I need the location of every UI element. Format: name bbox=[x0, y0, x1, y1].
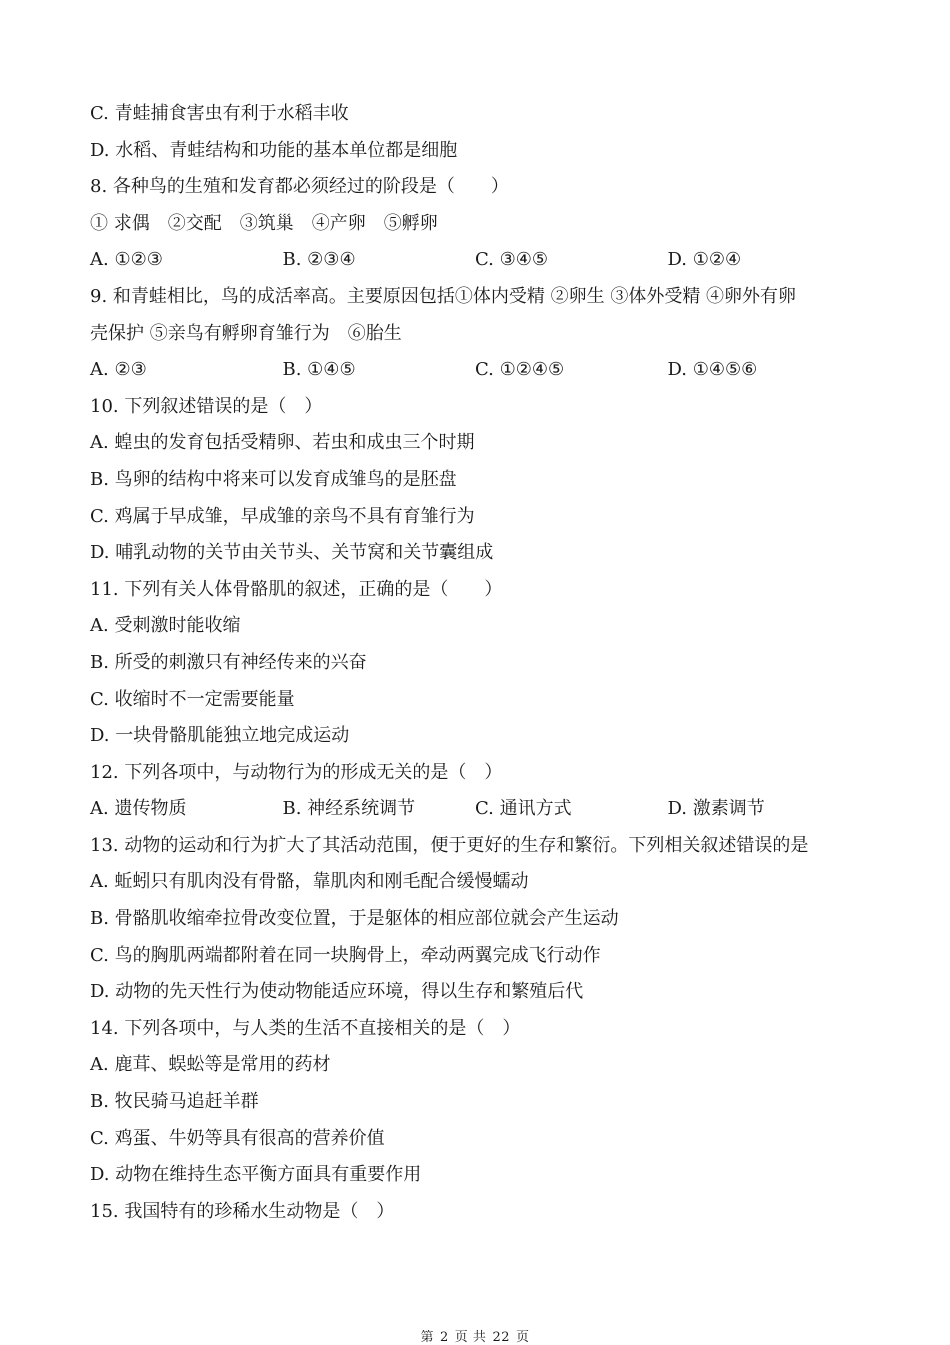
q8-options bbox=[90, 242, 860, 279]
q9-stem-continued: 壳保护 ⑤亲鸟有孵卵育雏行为 ⑥胎生 bbox=[90, 322, 402, 344]
q12-option-a: A. 遗传物质 bbox=[90, 798, 187, 820]
q9-options bbox=[90, 352, 860, 389]
q9-option-b: B. ①④⑤ bbox=[282, 359, 356, 381]
q11-option-d: D. 一块骨骼肌能独立地完成运动 bbox=[90, 725, 350, 747]
q11-option-b: B. 所受的刺激只有神经传来的兴奋 bbox=[90, 651, 367, 673]
q12-stem: 12. 下列各项中，与动物行为的形成无关的是（ ） bbox=[90, 761, 503, 783]
q8-items: ① 求偶 ②交配 ③筑巢 ④产卵 ⑤孵卵 bbox=[90, 212, 438, 234]
footer-suffix: 页 bbox=[515, 1330, 530, 1345]
q13-stem: 13. 动物的运动和行为扩大了其活动范围，便于更好的生存和繁衍。下列相关叙述错误的是 bbox=[90, 834, 809, 856]
q9-option-d: D. ①④⑤⑥ bbox=[667, 359, 758, 381]
footer-mid: 页 共 bbox=[454, 1330, 487, 1345]
q8-stem: 8. 各种鸟的生殖和发育都必须经过的阶段是（ ） bbox=[90, 176, 509, 198]
q14-option-c: C. 鸡蛋、牛奶等具有很高的营养价值 bbox=[90, 1127, 385, 1149]
footer-page-number: 2 bbox=[440, 1330, 449, 1345]
q13-option-d: D. 动物的先天性行为使动物能适应环境，得以生存和繁殖后代 bbox=[90, 981, 584, 1003]
q13-option-c: C. 鸟的胸肌两端都附着在同一块胸骨上，牵动两翼完成飞行动作 bbox=[90, 944, 601, 966]
exam-page-body bbox=[90, 96, 860, 1230]
q8-option-d: D. ①②④ bbox=[667, 249, 742, 271]
footer-total-pages: 22 bbox=[492, 1330, 510, 1345]
q14-option-d: D. 动物在维持生态平衡方面具有重要作用 bbox=[90, 1164, 422, 1186]
q9-stem: 9. 和青蛙相比，鸟的成活率高。主要原因包括①体内受精 ②卵生 ③体外受精 ④卵外有卵 bbox=[90, 285, 797, 307]
q13-option-a: A. 蚯蚓只有肌肉没有骨骼，靠肌肉和刚毛配合缓慢蠕动 bbox=[90, 871, 529, 893]
q8-option-b: B. ②③④ bbox=[282, 249, 356, 271]
q9-option-a: A. ②③ bbox=[90, 359, 147, 381]
q14-stem: 14. 下列各项中，与人类的生活不直接相关的是（ ） bbox=[90, 1017, 521, 1039]
q10-option-b: B. 鸟卵的结构中将来可以发育成雏鸟的是胚盘 bbox=[90, 468, 457, 490]
q15-stem: 15. 我国特有的珍稀水生动物是（ ） bbox=[90, 1200, 395, 1222]
q11-option-c: C. 收缩时不一定需要能量 bbox=[90, 688, 295, 710]
q10-option-d: D. 哺乳动物的关节由关节头、关节窝和关节囊组成 bbox=[90, 542, 494, 564]
q13-option-b: B. 骨骼肌收缩牵拉骨改变位置，于是躯体的相应部位就会产生运动 bbox=[90, 908, 619, 930]
q8-option-a: A. ①②③ bbox=[90, 249, 163, 271]
q12-option-c: C. 通讯方式 bbox=[475, 798, 572, 820]
q7-option-c: C. 青蛙捕食害虫有利于水稻丰收 bbox=[90, 103, 349, 124]
q7-option-d: D. 水稻、青蛙结构和功能的基本单位都是细胞 bbox=[90, 139, 458, 161]
q12-option-b: B. 神经系统调节 bbox=[282, 798, 416, 820]
q14-option-b: B. 牧民骑马追赶羊群 bbox=[90, 1091, 259, 1113]
q10-option-c: C. 鸡属于早成雏，早成雏的亲鸟不具有育雏行为 bbox=[90, 505, 475, 527]
q14-option-a: A. 鹿茸、蜈蚣等是常用的药材 bbox=[90, 1054, 331, 1076]
q12-options bbox=[90, 791, 860, 828]
q10-option-a: A. 蝗虫的发育包括受精卵、若虫和成虫三个时期 bbox=[90, 432, 475, 454]
footer-prefix: 第 bbox=[420, 1330, 435, 1345]
q11-stem: 11. 下列有关人体骨骼肌的叙述，正确的是（ ） bbox=[90, 578, 503, 600]
q10-stem: 10. 下列叙述错误的是（ ） bbox=[90, 395, 323, 417]
q12-option-d: D. 激素调节 bbox=[667, 798, 765, 820]
q11-option-a: A. 受刺激时能收缩 bbox=[90, 615, 241, 637]
q9-option-c: C. ①②④⑤ bbox=[475, 359, 565, 381]
q8-option-c: C. ③④⑤ bbox=[475, 249, 548, 271]
page-footer bbox=[0, 1326, 950, 1345]
